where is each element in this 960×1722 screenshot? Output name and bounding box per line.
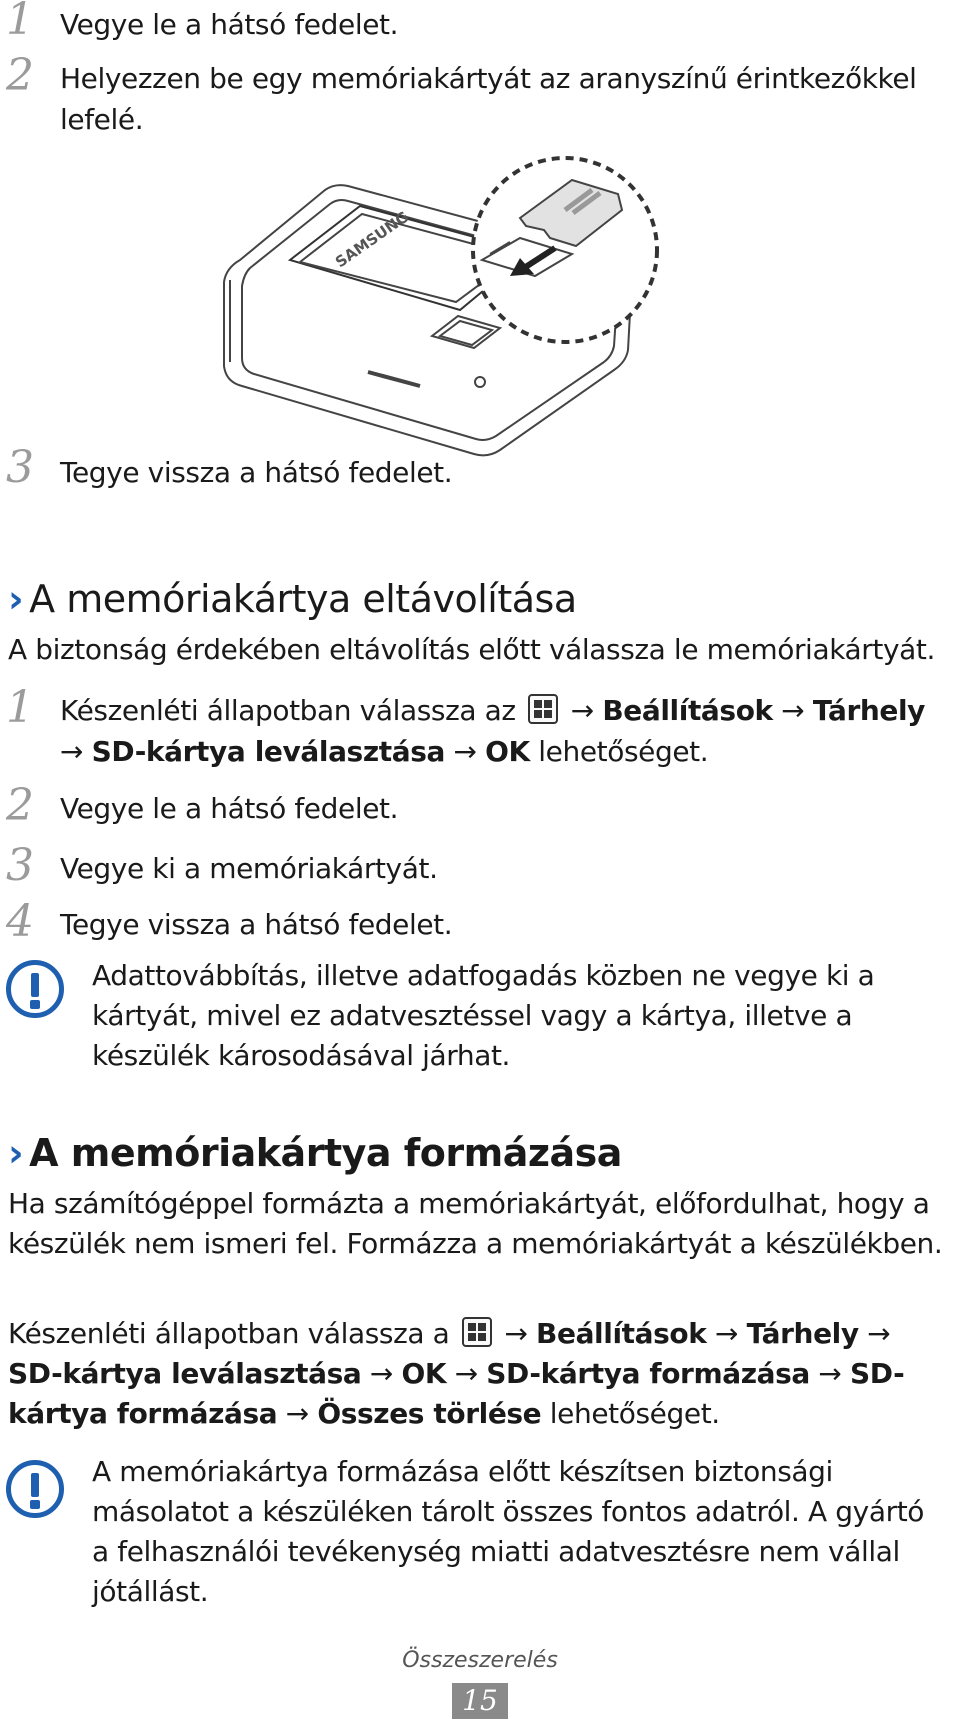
step-number: 1 [6, 682, 34, 733]
heading-text: A memóriakártya formázása [29, 1131, 622, 1175]
heading-chevron-icon: › [8, 1131, 24, 1175]
step-text: Készenléti állapotban válassza az → Beállítások → Tárhely → SD-kártya leválasztása → OK lehetőséget. [60, 694, 926, 768]
section-intro: A biztonság érdekében eltávolítás előtt válassza le memóriakártyát. [8, 633, 935, 666]
warning-note-remove: Adattovábbítás, illetve adatfogadás közben ne vegye ki a kártyát, mivel ez adatvesztéssel vagy a kártya, illetve a készülék károsodásával járhat. [92, 959, 875, 1072]
step-number: 4 [6, 896, 34, 947]
heading-text: A memóriakártya eltávolítása [29, 577, 577, 621]
heading-chevron-icon: › [8, 577, 24, 621]
step-number: 3 [6, 840, 34, 891]
section-heading-remove [8, 576, 577, 622]
warning-exclamation-icon [6, 1460, 64, 1518]
step-text: Vegye ki a memóriakártyát. [60, 852, 438, 885]
phone-sdcard-illustration [220, 150, 740, 460]
step-text: Helyezzen be egy memóriakártyát az aranyszínű érintkezőkkel lefelé. [60, 62, 917, 136]
brand-logo: SAMSUNG [331, 207, 413, 272]
step-text: Vegye le a hátsó fedelet. [60, 8, 399, 41]
step-number: 2 [6, 50, 34, 101]
step-number: 3 [6, 442, 34, 493]
format-instruction: Készenléti állapotban válassza a → Beállítások → Tárhely → SD-kártya leválasztása → OK → SD-kártya formázása → SD-kártya formázása → Összes törlése lehetőséget. [8, 1317, 905, 1430]
step-text: Tegye vissza a hátsó fedelet. [60, 456, 453, 489]
section-heading-format [8, 1130, 622, 1176]
step-number: 1 [6, 0, 34, 45]
warning-note-format: A memóriakártya formázása előtt készítsen biztonsági másolatot a készüléken tárolt összes fontos adatról. A gyártó a felhasználói tevékenység miatti adatvesztésre nem vállal jótállást. [92, 1455, 925, 1608]
page-number-badge: 15 [452, 1683, 508, 1719]
step-text: Tegye vissza a hátsó fedelet. [60, 908, 453, 941]
footer-section-name: Összeszerelés [402, 1648, 558, 1673]
applications-grid-icon [462, 1317, 492, 1347]
applications-grid-icon [528, 694, 558, 724]
section-intro: Ha számítógéppel formázta a memóriakártyát, előfordulhat, hogy a készülék nem ismeri fel. Formázza a memóriakártyát a készülékben. [8, 1187, 943, 1260]
step-text: Vegye le a hátsó fedelet. [60, 792, 399, 825]
step-number: 2 [6, 780, 34, 831]
warning-exclamation-icon [6, 960, 64, 1018]
